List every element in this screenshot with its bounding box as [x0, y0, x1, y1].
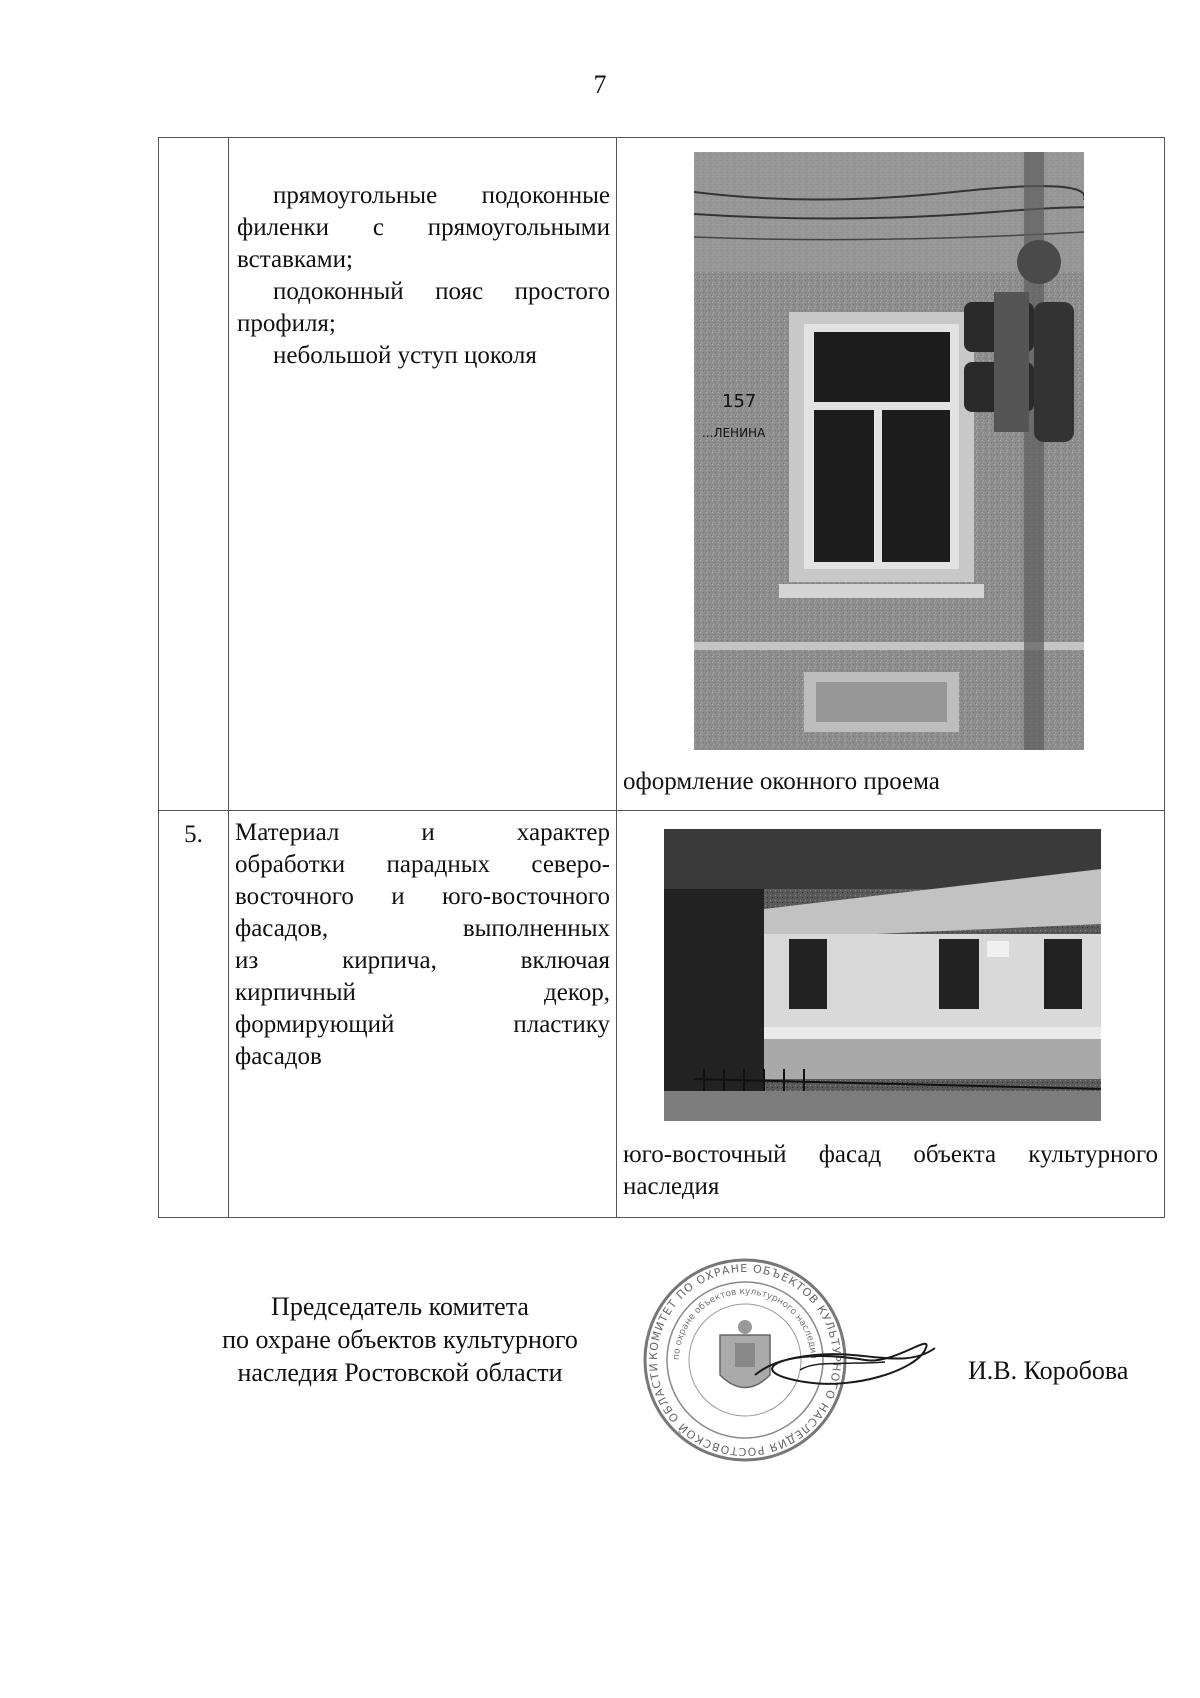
seal-inner-text: по охране объектов культурного наследия	[671, 1286, 819, 1361]
facade-photo	[664, 829, 1101, 1121]
position-line: наследия Ростовской области	[237, 1358, 563, 1387]
table-row	[159, 811, 1165, 1218]
description-line: фасадов, выполненных	[235, 915, 610, 942]
window-photo	[694, 152, 1084, 750]
description	[229, 811, 616, 1073]
description-line: кирпичный декор,	[235, 979, 610, 1006]
description-line: филенки с прямоугольными	[237, 214, 610, 241]
row-number: 5.	[184, 821, 203, 848]
objects-table	[158, 137, 1165, 1218]
table-row	[159, 138, 1165, 811]
position-line: по охране объектов культурного	[222, 1325, 578, 1354]
description-line: небольшой уступ цоколя	[273, 342, 537, 369]
description-line: вставками;	[237, 246, 353, 273]
facade-photo-image	[664, 829, 1101, 1121]
street-name-plate: ...ЛЕНИНА	[702, 426, 766, 440]
photo-caption: юго-восточный фасад объекта культурного наследия	[623, 1141, 1158, 1200]
row-number-cell	[159, 811, 229, 1218]
image-cell	[617, 811, 1165, 1218]
house-number-plate: 157	[722, 391, 757, 412]
description-cell	[229, 811, 617, 1218]
row-number-cell	[159, 138, 229, 811]
description-line: профиля;	[237, 310, 336, 337]
description-line: формирующий пластику	[235, 1011, 610, 1038]
description-line: Материал и характер	[235, 819, 610, 846]
description-line: восточного и юго-восточного	[235, 883, 610, 910]
description-line: прямоугольные подоконные	[273, 182, 610, 209]
signatory-name: И.В. Коробова	[968, 1356, 1129, 1385]
description	[229, 138, 616, 372]
page-number: 7	[593, 70, 607, 99]
signatory-position	[200, 1290, 600, 1389]
seal-outer-text: КОМИТЕТ ПО ОХРАНЕ ОБЪЕКТОВ КУЛЬТУРНОГО НАСЛЕДИЯ РОСТОВСКОЙ ОБЛАСТИ	[646, 1261, 844, 1459]
window-photo-image	[694, 152, 1084, 750]
description-line: из кирпича, включая	[235, 947, 610, 974]
position-line: Председатель комитета	[271, 1292, 529, 1321]
photo-caption: оформление оконного проема	[623, 768, 940, 795]
description-line: фасадов	[235, 1043, 322, 1070]
description-line: обработки парадных северо-	[235, 851, 610, 878]
handwritten-signature	[745, 1320, 945, 1400]
image-cell	[617, 138, 1165, 811]
description-cell	[229, 138, 617, 811]
description-line: подоконный пояс простого	[273, 278, 610, 305]
